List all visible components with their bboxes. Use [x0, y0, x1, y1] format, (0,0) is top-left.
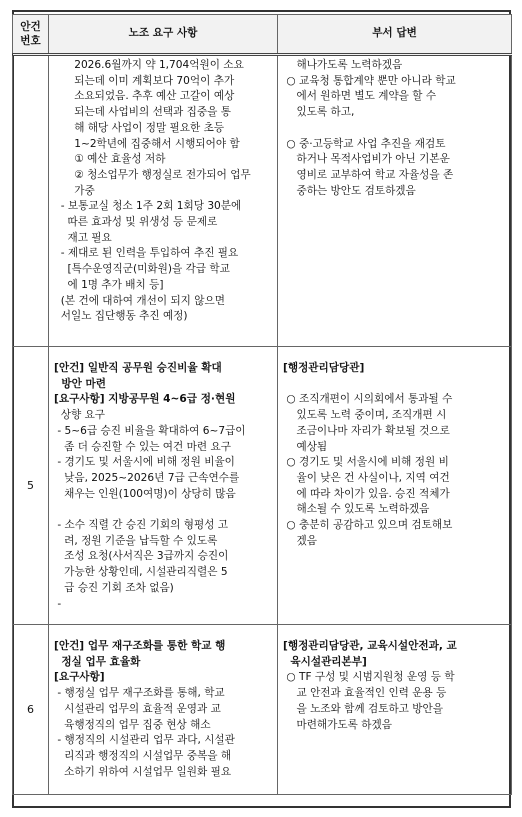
text-line: 영비로 교부하여 학교 자율성을 존 — [283, 168, 454, 181]
text-line: - 제대로 된 인력을 투입하여 추진 필요 — [54, 247, 239, 260]
text-line: 소요되었음. 추후 예산 고갈이 예상 — [54, 90, 235, 103]
text-line: 겠음 — [283, 534, 317, 547]
text-line: 하거나 목적사업비가 아닌 기본운 — [283, 153, 450, 166]
text-line: 따른 효과성 및 위생성 등 문제로 — [54, 216, 218, 229]
text-line: 1~2학년에 집중해서 시행되어야 함 — [54, 137, 240, 150]
text-line: 중하는 방안도 검토하겠음 — [283, 184, 416, 197]
text-line: 방안 마련 — [54, 377, 106, 390]
text-line: ○ 중·고등학교 사업 추진을 재검토 — [283, 137, 446, 150]
agenda-number: 6 — [13, 625, 49, 795]
text-line: 시설관리 업무의 효율적 운영과 교 — [54, 702, 221, 715]
text-line: 있도록 노력 중이며, 조직개편 시 — [283, 409, 447, 422]
text-line: 소하기 위하여 시설업무 일원화 필요 — [54, 765, 232, 778]
text-line: 교 안전과 효율적인 인력 운용 등 — [283, 687, 447, 700]
table-row — [13, 55, 512, 347]
text-line: 정실 업무 효율화 — [54, 655, 141, 668]
text-line: ○ 조직개편이 시의회에서 통과될 수 — [283, 393, 453, 406]
text-line: (본 건에 대하여 개선이 되지 않으면 — [54, 294, 225, 307]
text-line: 재고 필요 — [54, 231, 112, 244]
dept-response-cell — [278, 55, 512, 347]
text-line: 가중 — [54, 184, 95, 197]
text-line: 을 노조와 함께 검토하고 방안을 — [283, 702, 443, 715]
text-line: 해소될 수 있도록 노력하겠음 — [283, 503, 430, 516]
text-line: 육행정직의 업무 집중 현상 해소 — [54, 718, 211, 731]
text-line: 에서 원하면 별도 계약을 할 수 — [283, 90, 437, 103]
union-demand-cell — [49, 625, 278, 795]
text-line: 예상됨 — [283, 440, 328, 453]
text-line: - 5~6급 승진 비율을 확대하여 6~7급이 — [54, 424, 246, 437]
text-line: 좀 더 승진할 수 있는 여건 마련 요구 — [54, 440, 231, 453]
text-line: ○ 충분히 공감하고 있으며 검토해보 — [283, 519, 453, 532]
text-line: 상향 요구 — [54, 409, 106, 422]
text-line: 서일노 집단행동 추진 예정) — [54, 310, 188, 323]
text-line: 급 승진 기회 조차 없음) — [54, 581, 174, 594]
text-line: [요구사항] — [54, 671, 105, 684]
text-line: ○ 경기도 및 서울시에 비해 정원 비 — [283, 456, 449, 469]
text-line: 려, 정원 기준을 납득할 수 있도록 — [54, 534, 218, 547]
text-line: [특수운영직군(미화원)을 각급 학교 — [54, 263, 230, 276]
text-line: - — [54, 597, 62, 610]
text-line: [행정관리담당관] — [283, 362, 365, 374]
table-row — [13, 625, 512, 795]
header-row — [13, 15, 512, 55]
text-line: ○ 교육청 통합계약 뿐만 아니라 학교 — [283, 74, 456, 87]
text-line — [283, 377, 506, 393]
text-line: 에 따라 차이가 있음. 승진 적체가 — [283, 487, 450, 500]
agenda-number: 5 — [13, 347, 49, 625]
text-line: - 경기도 및 서울시에 비해 정원 비율이 — [54, 456, 235, 469]
text-line: ② 청소업무가 행정실로 전가되어 업무 — [54, 168, 251, 181]
dept-response-cell — [278, 625, 512, 795]
header-union-demands: 노조 요구 사항 — [49, 15, 278, 55]
union-demand-cell — [49, 55, 278, 347]
text-line: 채우는 인원(100여명)이 상당히 많음 — [54, 487, 236, 500]
agenda-number — [13, 55, 49, 347]
text-line: 리직과 행정직의 시설업무 중복을 해 — [54, 749, 232, 762]
text-line: - 행정실 업무 재구조화를 통해, 학교 — [54, 687, 225, 700]
text-line — [54, 502, 272, 518]
text-line: ○ TF 구성 및 시범지원청 운영 등 학 — [283, 671, 455, 684]
text-line: ① 예산 효율성 저하 — [54, 153, 166, 166]
text-line: - 소수 직렬 간 승진 기회의 형평성 고 — [54, 519, 229, 532]
text-line: [안건] 업무 재구조화를 통한 학교 행 — [54, 640, 226, 652]
text-line: 율이 낮은 건 사실이나, 지역 여건 — [283, 471, 450, 484]
text-line: 되는데 사업비의 선택과 집중을 통 — [54, 106, 231, 119]
text-line: 가능한 상황인데, 시설관리직렬은 5 — [54, 566, 228, 579]
text-line: 해 해당 사업이 정말 필요한 초등 — [54, 121, 225, 134]
table-row — [13, 347, 512, 625]
demand-table — [12, 14, 512, 795]
text-line: 조금이나마 자리가 확보될 것으로 — [283, 424, 450, 437]
text-line: 해나가도록 노력하겠음 — [283, 59, 403, 71]
text-line: 낮음, 2025~2026년 7급 근속연수를 — [54, 471, 240, 484]
text-line: 육시설관리본부] — [283, 655, 367, 668]
text-line: 조성 요청(사서직은 3급까지 승진이 — [54, 550, 229, 563]
union-demand-cell — [49, 347, 278, 625]
text-line: 있도록 하고, — [283, 106, 355, 119]
text-line: [안건] 일반직 공무원 승진비율 확대 — [54, 362, 222, 374]
text-line: - 행정직의 시설관리 업무 과다, 시설관 — [54, 734, 235, 747]
text-line: 2026.6월까지 약 1,704억원이 소요 — [54, 59, 244, 71]
dept-response-cell — [278, 347, 512, 625]
header-dept-response: 부서 답변 — [278, 15, 512, 55]
text-line: [요구사항] 지방공무원 4~6급 정·현원 — [54, 393, 236, 406]
text-line — [283, 121, 506, 137]
text-line: [행정관리담당관, 교육시설안전과, 교 — [283, 640, 457, 652]
header-agenda-no: 안건 번호 — [13, 15, 49, 55]
text-line: 에 1명 추가 배치 등] — [54, 278, 164, 291]
text-line: 마련해가도록 하겠음 — [283, 718, 392, 731]
text-line: 되는데 이미 계획보다 70억이 추가 — [54, 74, 235, 87]
text-line: - 보통교실 청소 1주 2회 1회당 30분에 — [54, 200, 242, 213]
